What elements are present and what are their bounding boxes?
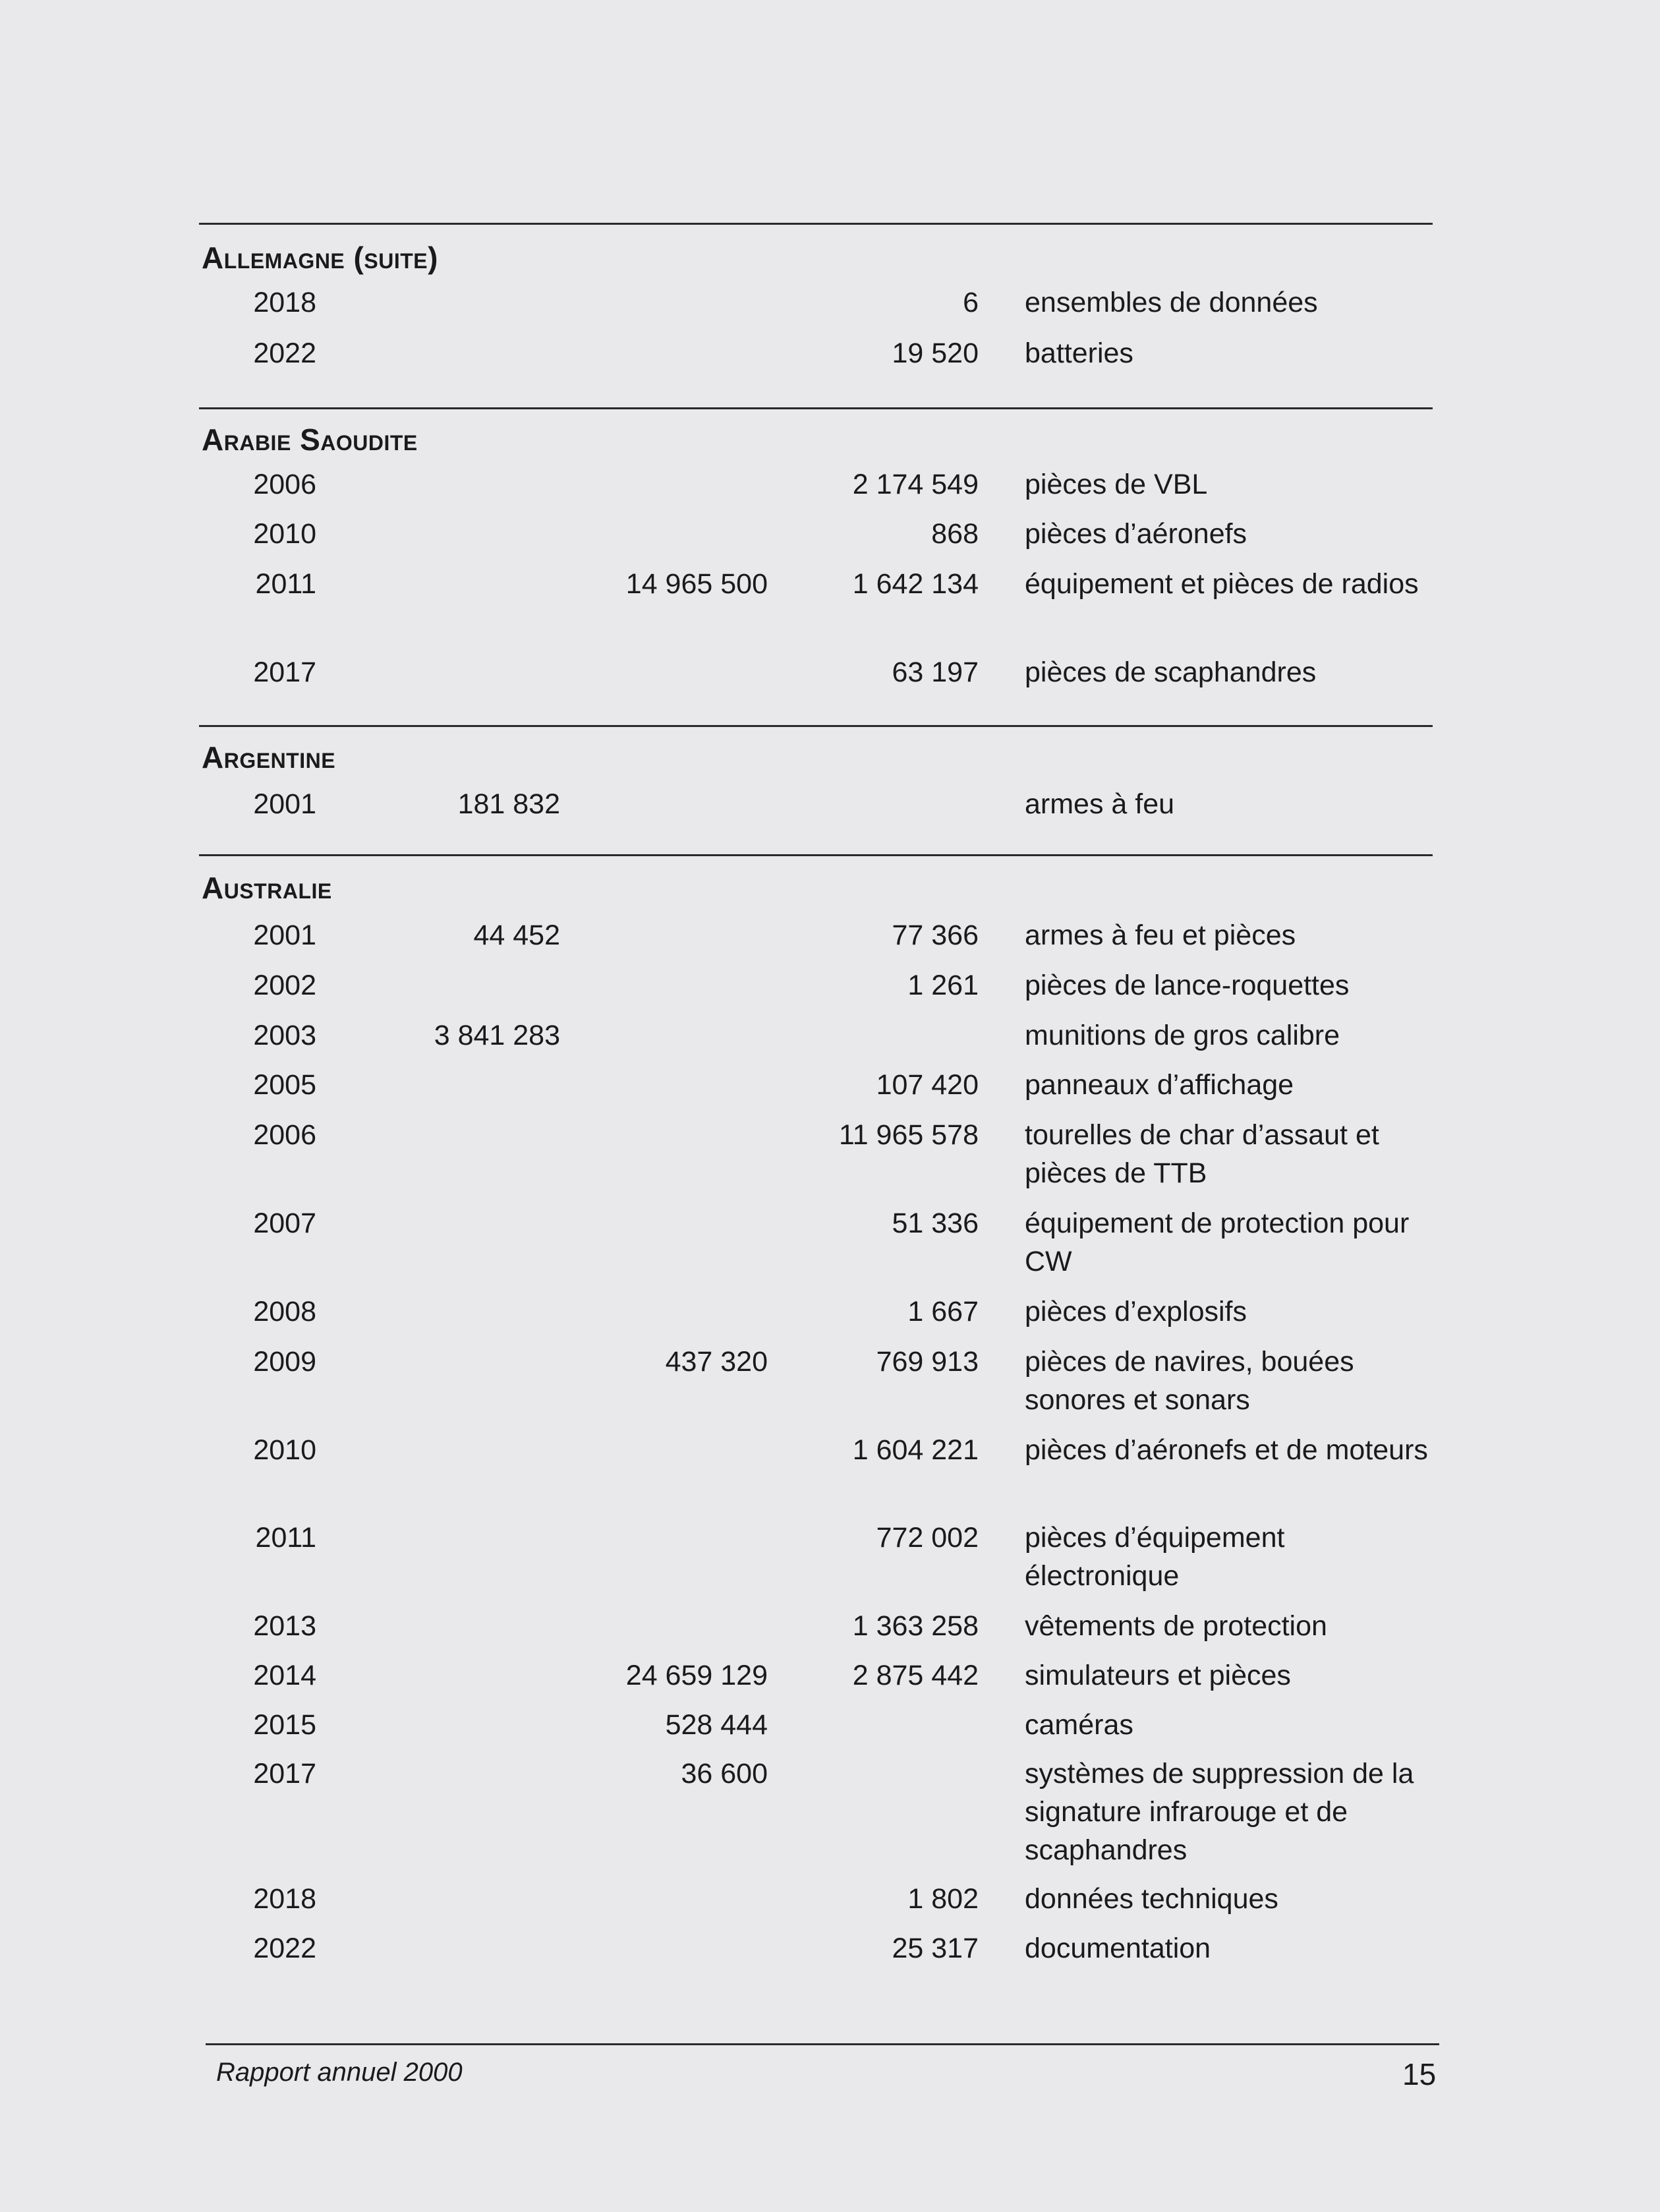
- section-divider: [199, 854, 1433, 856]
- year-cell: 2010: [253, 1434, 316, 1466]
- observations-cell: équipement et pièces de radios: [1025, 568, 1419, 600]
- observations-cell: simulateurs et pièces: [1025, 1660, 1291, 1691]
- support-value-cell: 2 875 442: [852, 1660, 979, 1691]
- observations-cell: données techniques: [1025, 1883, 1278, 1915]
- observations-cell: pièces de navires, bouées sonores et sonars: [1025, 1346, 1354, 1416]
- observations-cell: armes à feu et pièces: [1025, 919, 1296, 951]
- year-cell: 2018: [253, 1883, 316, 1915]
- support-value-cell: 6: [963, 287, 979, 318]
- year-cell: 2006: [253, 1119, 316, 1151]
- observations-cell: documentation: [1025, 1933, 1211, 1964]
- observations-cell: tourelles de char d’assaut et pièces de TTB: [1025, 1119, 1379, 1189]
- observations-cell: pièces de scaphandres: [1025, 656, 1317, 688]
- year-cell: 2008: [253, 1296, 316, 1327]
- year-cell: 2001: [253, 788, 316, 820]
- support-value-cell: 868: [931, 518, 979, 550]
- observations-cell: pièces d’aéronefs et de moteurs: [1025, 1434, 1428, 1466]
- year-cell: 2003: [253, 1020, 316, 1051]
- part-value-cell: 24 659 129: [625, 1660, 768, 1691]
- year-cell: 2011: [255, 1522, 316, 1554]
- support-value-cell: 2 174 549: [852, 469, 979, 500]
- year-cell: 2002: [253, 970, 316, 1001]
- year-cell: 2007: [253, 1208, 316, 1239]
- support-value-cell: 1 642 134: [852, 568, 979, 600]
- year-cell: 2017: [253, 1758, 316, 1790]
- observations-cell: panneaux d’affichage: [1025, 1069, 1294, 1101]
- section-divider: [199, 725, 1433, 727]
- year-cell: 2011: [255, 568, 316, 600]
- observations-cell: pièces d’aéronefs: [1025, 518, 1247, 550]
- support-value-cell: 25 317: [892, 1933, 979, 1964]
- observations-cell: pièces de VBL: [1025, 469, 1208, 500]
- year-cell: 2018: [253, 287, 316, 318]
- year-cell: 2009: [253, 1346, 316, 1378]
- part-value-cell: 437 320: [665, 1346, 768, 1378]
- munitions-value-cell: 3 841 283: [434, 1020, 560, 1051]
- year-cell: 2010: [253, 518, 316, 550]
- year-cell: 2006: [253, 469, 316, 500]
- part-value-cell: 528 444: [665, 1709, 768, 1741]
- observations-cell: ensembles de données: [1025, 287, 1318, 318]
- support-value-cell: 77 366: [892, 919, 979, 951]
- observations-cell: systèmes de suppression de la signature infrarouge et de scaphandres: [1025, 1758, 1414, 1866]
- section-title: Arabie Saoudite: [202, 422, 418, 457]
- year-cell: 2017: [253, 656, 316, 688]
- year-cell: 2005: [253, 1069, 316, 1101]
- observations-cell: armes à feu: [1025, 788, 1175, 820]
- support-value-cell: 1 604 221: [852, 1434, 979, 1466]
- support-value-cell: 1 802: [907, 1883, 979, 1915]
- observations-cell: caméras: [1025, 1709, 1133, 1741]
- section-divider: [199, 407, 1433, 409]
- support-value-cell: 51 336: [892, 1208, 979, 1239]
- section-title: Allemagne (suite): [202, 241, 438, 275]
- section-title: Argentine: [202, 740, 336, 774]
- support-value-cell: 1 667: [907, 1296, 979, 1327]
- support-value-cell: 63 197: [892, 656, 979, 688]
- observations-cell: pièces d’équipement électronique: [1025, 1522, 1285, 1592]
- support-value-cell: 107 420: [876, 1069, 979, 1101]
- year-cell: 2001: [253, 919, 316, 951]
- footer-title: Rapport annuel 2000: [216, 2058, 463, 2087]
- year-cell: 2022: [253, 337, 316, 369]
- observations-cell: pièces de lance-roquettes: [1025, 970, 1350, 1001]
- year-cell: 2013: [253, 1610, 316, 1642]
- page-number: 15: [1402, 2057, 1437, 2091]
- support-value-cell: 1 261: [907, 970, 979, 1001]
- munitions-value-cell: 44 452: [473, 919, 560, 951]
- year-cell: 2014: [253, 1660, 316, 1691]
- year-cell: 2022: [253, 1933, 316, 1964]
- observations-cell: vêtements de protection: [1025, 1610, 1327, 1642]
- footer-divider: [206, 2043, 1439, 2045]
- support-value-cell: 19 520: [892, 337, 979, 369]
- observations-cell: pièces d’explosifs: [1025, 1296, 1247, 1327]
- munitions-value-cell: 181 832: [457, 788, 560, 820]
- section-divider: [199, 223, 1433, 225]
- section-title: Australie: [202, 871, 332, 905]
- observations-cell: équipement de protection pour CW: [1025, 1208, 1410, 1277]
- support-value-cell: 1 363 258: [852, 1610, 979, 1642]
- observations-cell: batteries: [1025, 337, 1133, 369]
- observations-cell: munitions de gros calibre: [1025, 1020, 1340, 1051]
- support-value-cell: 772 002: [876, 1522, 979, 1554]
- support-value-cell: 769 913: [876, 1346, 979, 1378]
- part-value-cell: 14 965 500: [625, 568, 768, 600]
- part-value-cell: 36 600: [681, 1758, 768, 1790]
- year-cell: 2015: [253, 1709, 316, 1741]
- support-value-cell: 11 965 578: [838, 1119, 979, 1151]
